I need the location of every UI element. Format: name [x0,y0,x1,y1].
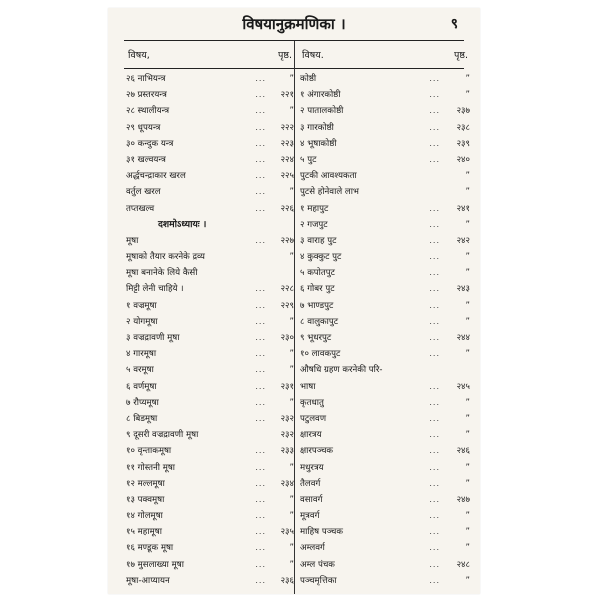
right-entry-list [298,71,470,589]
index-entry [298,395,470,411]
entry-page-number: २३७ [456,106,470,117]
entry-leader-dots: ... [429,413,440,423]
index-entry [124,184,294,200]
index-entry [298,346,470,362]
entry-page-number: २३२ [280,430,294,441]
entry-label: मूषा बनानेके लिये कैसी [126,268,198,279]
entry-leader-dots: ... [429,527,440,537]
entry-label: २ पातालकोष्ठी [300,106,344,117]
entry-leader-dots: ... [429,300,440,310]
entry-leader-dots: ... [429,284,440,294]
entry-label: ५ पुट [300,154,317,165]
entry-page-number: २३२ [280,413,294,424]
entry-page-number: २२९ [280,300,294,311]
right-subject-header: विषय. [302,50,324,61]
entry-leader-dots: ... [429,462,440,472]
entry-leader-dots: ... [255,316,266,326]
entry-page-number: २२२ [280,122,294,133]
entry-leader-dots: ... [429,74,440,83]
index-entry [298,476,470,492]
entry-label: १० वृन्ताकमूषा [126,446,172,457]
index-entry [298,427,470,443]
index-entry [124,87,294,103]
index-entry [298,362,470,378]
entry-leader-dots: ... [429,90,440,100]
entry-leader-dots: ... [429,511,440,521]
index-entry [298,379,470,395]
index-entry [298,168,470,184]
entry-label: १६ मण्डूक मूषा [126,543,174,554]
entry-label: अर्द्धचन्द्राकार खरल [126,171,186,182]
index-entry [124,281,294,297]
entry-page-number: २३५ [280,527,294,538]
index-entry [124,411,294,427]
index-entry [124,103,294,119]
index-entry [298,71,470,87]
entry-leader-dots: ... [429,349,440,359]
entry-label: पटुलवण [300,413,327,424]
entry-leader-dots: ... [429,316,440,326]
index-entry [124,120,294,136]
entry-leader-dots: ... [255,478,266,488]
entry-label: ७ रौप्यमूषा [126,397,159,408]
entry-page-number: ” [465,316,470,327]
entry-leader-dots: ... [255,397,266,407]
entry-leader-dots: ... [255,462,266,472]
index-entry [298,233,470,249]
entry-label: ४ कुक्कुट पुट [300,252,342,263]
entry-leader-dots: ... [255,349,266,359]
index-entry [124,265,294,281]
entry-leader-dots: ... [255,559,266,569]
entry-page-number: ” [289,462,294,473]
entry-page-number: ” [465,462,470,473]
entry-leader-dots: ... [429,122,440,132]
entry-label: अम्लवर्ग [300,543,325,554]
entry-leader-dots: ... [255,203,266,213]
entry-leader-dots: ... [255,365,266,375]
entry-leader-dots: ... [255,122,266,132]
entry-label: २७ प्रस्तरयन्त्र [126,90,167,101]
index-entry [124,476,294,492]
entry-page-number: २२६ [280,203,294,214]
entry-page-number: ” [465,252,470,263]
entry-label: ९ दूसरी वज्रद्रावणी मूषा [126,430,199,441]
index-entry [298,443,470,459]
entry-label: ५ कपोतपुट [300,268,336,279]
column-divider [294,41,295,594]
entry-label: तैलवर्ग [300,478,321,489]
entry-leader-dots: ... [429,333,440,342]
entry-label: ८ वालुकापुट [300,316,339,327]
entry-label: क्षारपञ्चक [300,446,334,457]
index-entry [124,362,294,378]
entry-label: १ महापुट [300,203,329,214]
entry-label: २ गजपुट [300,219,328,230]
index-entry [124,443,294,459]
index-entry [298,136,470,152]
entry-page-number: २३९ [456,138,470,149]
index-entry [124,152,294,168]
index-entry [298,330,470,346]
entry-page-number: ” [465,268,470,279]
entry-leader-dots: ... [255,494,266,504]
entry-label: ७ भाण्डपुट [300,300,334,311]
entry-label: १७ मुसलाख्या मूषा [126,559,184,570]
entry-label: मूषा-आप्यायन [126,575,170,586]
index-page [108,8,480,594]
index-entry [298,184,470,200]
index-entry [298,298,470,314]
left-subject-header: विषय, [128,50,150,61]
entry-page-number: ” [465,575,470,586]
entry-label: क्षारत्रय [300,430,322,441]
entry-page-number: २२४ [280,154,294,165]
index-entry [124,540,294,556]
entry-label: १ वज्रमूषा [126,300,157,311]
entry-page-number: २२७ [280,235,294,246]
index-entry [298,524,470,540]
entry-leader-dots: ... [255,446,266,456]
index-entry [298,120,470,136]
entry-leader-dots: ... [255,235,266,245]
index-entry [124,233,294,249]
entry-leader-dots: ... [429,381,440,391]
entry-page-number: २४४ [456,333,470,343]
entry-label: वर्तुल खरल [126,187,161,198]
entry-label: २ योगमूषा [126,316,158,327]
entry-label: मूषाको तैयार करनेके द्रव्य [126,252,205,263]
entry-leader-dots: ... [429,219,440,229]
index-entry [298,217,470,233]
index-entry [298,573,470,589]
index-entry [124,249,294,265]
entry-leader-dots: ... [429,494,440,504]
index-entry [124,168,294,184]
entry-page-number: २४८ [456,559,470,570]
entry-page-number: ” [465,349,470,360]
index-entry [124,201,294,217]
entry-leader-dots: ... [255,90,266,100]
index-entry [298,281,470,297]
entry-page-number: ” [465,74,470,84]
entry-label: औषधि ग्रहण करनेकी परि- [300,365,383,376]
entry-leader-dots: ... [255,74,266,83]
index-entry [124,524,294,540]
entry-label: पुटकी आवश्यकता [300,171,357,182]
entry-label: मधुरत्रय [300,462,324,473]
index-entry [124,136,294,152]
entry-page-number: २२१ [280,90,294,101]
index-entry [124,379,294,395]
entry-page-number: ” [465,187,470,198]
entry-label: ११ गोस्तनी मूषा [126,462,176,473]
entry-page-number: ” [465,219,470,230]
entry-leader-dots: ... [429,446,440,456]
index-entry [298,557,470,573]
entry-label: १२ मल्लमूषा [126,478,165,489]
entry-label: कोष्ठी [300,74,317,84]
entry-page-number: २४६ [456,446,470,457]
entry-page-number: ” [289,187,294,198]
entry-page-number: ” [289,494,294,505]
entry-leader-dots: ... [255,511,266,521]
entry-label: ४ भूषाकोष्ठी [300,138,337,149]
entry-leader-dots: ... [429,575,440,585]
entry-page-number: ” [289,559,294,570]
entry-label: ६ गोबर पुट [300,284,335,295]
entry-page-number: २४२ [456,235,470,246]
left-entry-list [124,71,294,589]
entry-label: १५ महामूषा [126,527,162,538]
entry-leader-dots: ... [429,268,440,278]
entry-page-number: ” [465,543,470,554]
left-column-header [124,48,294,64]
entry-label: पञ्चमृत्तिका [300,575,337,586]
entry-label: ९ भूधरपुट [300,333,332,343]
entry-label: मिट्टी लेनी चाहिये । [126,284,184,295]
entry-page-number: २४७ [456,494,470,505]
right-column-header [298,48,470,64]
entry-leader-dots: ... [429,138,440,148]
entry-page-number: ” [465,300,470,311]
entry-page-number: २३१ [280,381,294,392]
entry-label: माहिष पञ्चक [300,527,343,538]
entry-page-number: ” [289,349,294,360]
entry-page-number: ” [465,478,470,489]
index-entry [298,103,470,119]
entry-label: वसावर्ग [300,494,323,505]
entry-page-number: ” [289,252,294,263]
entry-leader-dots: ... [255,543,266,553]
entry-leader-dots: ... [429,106,440,116]
index-entry [298,460,470,476]
index-entry [124,460,294,476]
entry-leader-dots: ... [255,575,266,585]
entry-label: ३० कन्दुक यन्त्र [126,138,174,149]
entry-label: १० लावकपुट [300,349,341,360]
entry-leader-dots: ... [255,300,266,310]
index-entry [124,346,294,362]
entry-label: दशमोऽध्यायः । [158,218,207,230]
entry-page-number: ” [289,316,294,327]
entry-label: मूषा [126,235,139,246]
index-entry [298,540,470,556]
entry-leader-dots: ... [255,106,266,116]
entry-leader-dots: ... [429,203,440,213]
index-entry [124,330,294,346]
entry-page-number: २२८ [280,284,294,295]
entry-label: २८ स्थालीयन्त्र [126,106,170,117]
entry-page-number: २४१ [456,203,470,214]
entry-page-number: ” [289,397,294,408]
entry-label: ५ वरमूषा [126,365,154,376]
entry-leader-dots: ... [255,187,266,197]
entry-label: १३ पक्वमूषा [126,494,165,505]
entry-leader-dots: ... [255,527,266,537]
entry-label: ४ गारमूषा [126,349,157,360]
entry-page-number: ” [289,365,294,376]
entry-label: ६ वर्णमूषा [126,381,157,392]
entry-page-number: २३६ [280,575,294,586]
entry-page-number: २४५ [456,381,470,392]
entry-label: १४ गोलमूषा [126,511,163,522]
entry-label: ३ वाराह पुट [300,235,337,246]
entry-label: ८ बिडमूषा [126,413,158,424]
entry-leader-dots: ... [429,559,440,569]
left-page-header: पृष्ठ. [277,50,292,61]
entry-page-number: २३३ [280,446,294,457]
entry-label: १ अंगारकोष्ठी [300,90,341,101]
entry-leader-dots: ... [429,543,440,553]
index-entry [124,573,294,589]
index-entry [298,152,470,168]
index-entry [124,217,294,233]
entry-page-number: ” [289,74,294,84]
index-entry [124,427,294,443]
index-entry [124,71,294,87]
entry-leader-dots: ... [429,397,440,407]
entry-page-number: २३४ [280,478,294,489]
entry-leader-dots: ... [429,252,440,262]
entry-page-number: ” [465,527,470,538]
entry-page-number: ” [465,413,470,424]
entry-leader-dots: ... [255,138,266,148]
index-entry [298,411,470,427]
entry-label: तप्तखल्व [126,203,155,214]
entry-page-number: ” [289,106,294,117]
index-entry [298,249,470,265]
entry-leader-dots: ... [429,478,440,488]
index-entry [298,87,470,103]
index-entry [298,201,470,217]
index-entry [298,265,470,281]
entry-leader-dots: ... [255,381,266,391]
entry-leader-dots: ... [255,171,266,181]
entry-leader-dots: ... [429,154,440,164]
index-entry [298,508,470,524]
entry-label: २९ धूपयन्त्र [126,122,161,133]
entry-leader-dots: ... [429,430,440,440]
entry-page-number: २४३ [456,284,470,295]
right-page-header: पृष्ठ. [453,50,468,61]
entry-page-number: २३८ [456,122,470,133]
index-entry [124,314,294,330]
entry-label: २६ नाभियन्त्र [126,74,166,84]
entry-leader-dots: ... [255,154,266,164]
entry-label: पुटसे होनेवाले लाभ [300,187,359,198]
entry-page-number: २४० [456,154,470,165]
entry-page-number: ” [465,171,470,182]
entry-label: ३१ खल्वयन्त्र [126,154,166,165]
entry-page-number: ” [289,543,294,554]
entry-label: ३ गारकोष्ठी [300,122,334,133]
index-entry [298,314,470,330]
entry-label: मूत्रवर्ग [300,511,320,522]
entry-page-number: २२३ [280,138,294,149]
page-header [108,8,480,38]
entry-page-number: ” [465,511,470,522]
index-entry [124,492,294,508]
index-entry [298,492,470,508]
entry-page-number: ” [465,90,470,101]
entry-leader-dots: ... [255,333,266,342]
entry-label: भाषा [300,381,316,392]
index-entry [124,395,294,411]
index-entry [124,298,294,314]
entry-leader-dots: ... [255,413,266,423]
entry-page-number: ” [289,511,294,522]
entry-label: अम्ल पंचक [300,559,335,570]
entry-page-number: ” [465,430,470,441]
entry-leader-dots: ... [429,235,440,245]
entry-page-number: ” [465,397,470,408]
entry-page-number: २३० [280,333,294,343]
entry-leader-dots: ... [255,284,266,294]
page-title: विषयानुक्रमणिका । [242,15,346,33]
page-number: ९ [450,16,458,32]
entry-label: कृतधातु [300,397,324,408]
index-entry [124,508,294,524]
entry-page-number: २२५ [280,171,294,182]
index-entry [124,557,294,573]
entry-label: ३ वज्रद्रावणी मूषा [126,333,180,343]
